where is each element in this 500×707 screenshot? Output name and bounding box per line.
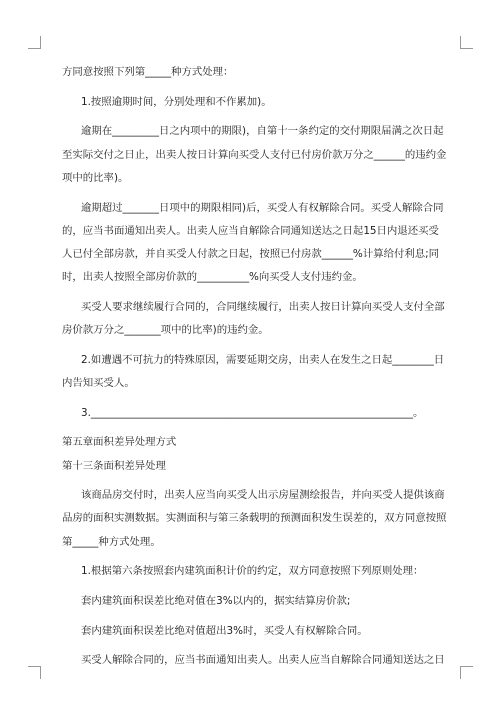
crop-mark-bottom-right	[460, 666, 473, 679]
paragraph-line: 人已付全部房款，并自买受人付款之日起，按照已付房款______%计算给付利息;同	[62, 247, 440, 260]
paragraph-line: 品房的面积实测数据。实测面积与第三条载明的预测面积发生误差的，双方同意按照	[62, 512, 447, 525]
paragraph-line: 2.如遭遇不可抗力的特殊原因，需要延期交房，出卖人在发生之日起________日	[81, 353, 445, 366]
chapter-heading: 第五章面积差异处理方式	[62, 436, 177, 449]
crop-mark-bottom-left	[28, 666, 41, 679]
paragraph-line: 的，应当书面通知出卖人。出卖人应当自解除合同通知送达之日起15日内退还买受	[62, 224, 439, 237]
crop-mark-top-left	[28, 36, 41, 49]
paragraph-line: 套内建筑面积误差比绝对值超出3%时，买受人有权解除合同。	[81, 624, 368, 637]
paragraph-line: 3.______________________________________________________________。	[81, 406, 424, 419]
paragraph-line: 买受人解除合同的，应当书面通知出卖人。出卖人应当自解除合同通知送达之日	[81, 654, 445, 667]
paragraph-line: 套内建筑面积误差比绝对值在3%以内的，据实结算房价款;	[81, 595, 351, 608]
document-body	[62, 61, 446, 673]
paragraph-line: 内告知买受人。	[62, 376, 135, 389]
paragraph-line: 至实际交付之日止，出卖人按日计算向买受人支付已付房价款万分之______的违约金	[62, 148, 447, 161]
paragraph-line: 项中的比率)。	[62, 171, 129, 184]
paragraph-line: 方同意按照下列第_____种方式处理：	[62, 66, 234, 78]
paragraph-line: 该商品房交付时，出卖人应当向买受人出示房屋测绘报告，并向买受人提供该商	[81, 489, 445, 502]
paragraph-line: 逾期超过_______日项中的期限相同)后，买受人有权解除合同。买受人解除合同	[81, 201, 444, 214]
crop-mark-top-right	[460, 36, 473, 49]
paragraph-line: 买受人要求继续履行合同的，合同继续履行，出卖人按日计算向买受人支付全部	[81, 300, 445, 313]
paragraph-line: 第_____种方式处理。	[62, 535, 161, 548]
paragraph-line: 时，出卖人按照全部房价款的__________%向买受人支付违约金。	[62, 271, 363, 284]
paragraph-line: 1.根据第六条按照套内建筑面积计价的约定，双方同意按照下列原则处理：	[81, 565, 424, 578]
paragraph-line: 1.按照逾期时间，分别处理和不作累加)。	[81, 95, 272, 108]
paragraph-line: 房价款万分之_______项中的比率)的违约金。	[62, 324, 269, 337]
paragraph-line: 逾期在_________日之内项中的期限)，自第十一条约定的交付期限届满之次日起	[81, 125, 444, 138]
article-heading: 第十三条面积差异处理	[62, 459, 166, 472]
